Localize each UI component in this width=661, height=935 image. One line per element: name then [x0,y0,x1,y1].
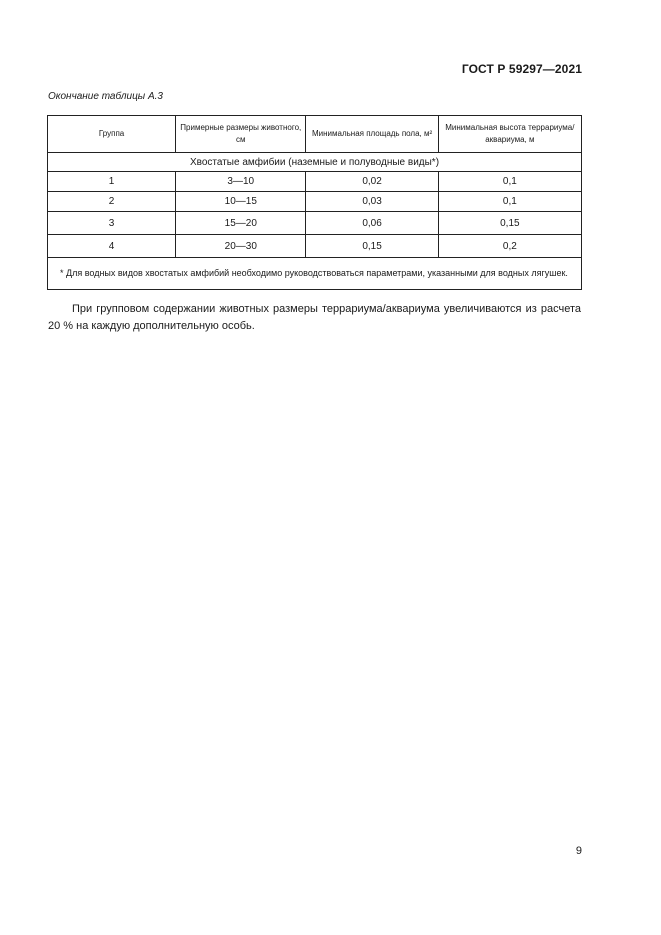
table-caption: Окончание таблицы А.3 [48,91,163,102]
table-footnote: * Для водных видов хвостатых амфибий необходимо руководствоваться параметрами, указанными для водных лягушек. [48,258,582,290]
table-cell: 10—15 [176,192,306,212]
table-cell: 3 [48,212,176,235]
table-cell: 0,02 [306,172,438,192]
table-row [48,235,582,258]
data-table [47,115,582,290]
table-group-row [48,153,582,172]
table-cell: 4 [48,235,176,258]
table-row [48,172,582,192]
column-header-area: Минимальная площадь пола, м² [306,116,438,153]
table-cell: 0,15 [306,235,438,258]
table-cell: 20—30 [176,235,306,258]
table-footnote-row [48,258,582,290]
table-cell: 3—10 [176,172,306,192]
column-header-height: Минимальная высота террариума/аквариума, м [438,116,581,153]
table-row [48,212,582,235]
table-cell: 0,1 [438,192,581,212]
table-cell: 0,06 [306,212,438,235]
column-header-size: Примерные размеры животного, см [176,116,306,153]
document-code: ГОСТ Р 59297—2021 [461,62,582,76]
body-paragraph: При групповом содержании животных размеры террариума/аквариума увеличиваются из расчета 20 % на каждую дополнительную особь. [48,303,581,332]
page-number: 9 [575,845,582,857]
table-cell: 1 [48,172,176,192]
table-cell: 0,1 [438,172,581,192]
group-label: Хвостатые амфибии (наземные и полуводные виды*) [48,153,582,172]
table-cell: 15—20 [176,212,306,235]
column-header-group: Группа [48,116,176,153]
table-header-row [48,116,582,153]
table-cell: 0,15 [438,212,581,235]
table-row [48,192,582,212]
table-cell: 0,03 [306,192,438,212]
table-cell: 0,2 [438,235,581,258]
table-cell: 2 [48,192,176,212]
